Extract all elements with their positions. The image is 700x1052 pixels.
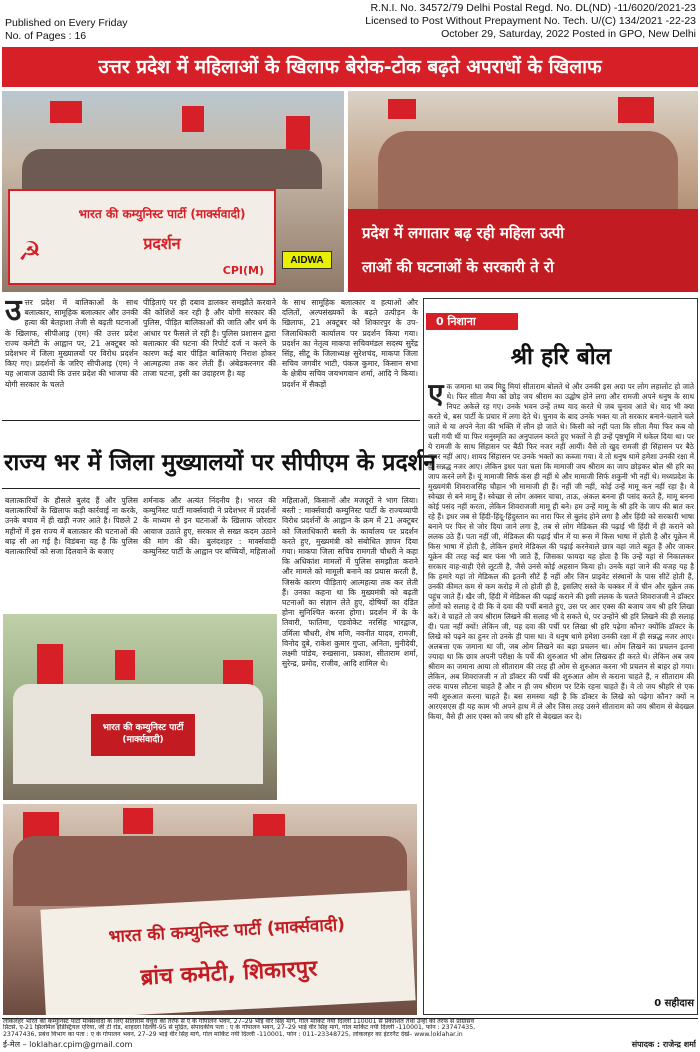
imprint-line-3: 23747436, प्रबंध विभाग का पता : ए के गोपालन भवन, 27–29 भाई वीर सिंह मार्ग, गोल मार्किट नयी दिल्ली -110001, फोन : 011–23348725, लोकलहर का इंटरनैट देखें– www.loklahar.in [3, 1031, 463, 1038]
article1-text-3: के साथ सामूहिक बलात्कार व हत्याओं और दलितों, अल्पसंख्यकों के बढ़ते उत्पीड़न के खिलाफ, 21 अक्टूबर को शिकारपुर के उप-जिलाधिकारी कार्यालय पर प्रदर्शन किया गया। प्रदर्शन का नेतृत्व माकपा सचिवमंडल सदस्य सुरेंद्र सिंह, सीटू के जिलाध्यक्ष सुरेशचंद, माकपा जिला सचिव जगवीर भाटी, पंकज कुमार, किसान सभा के क्षेत्रीय सचिव जयभगवान शर्मा, आदि ने किया। प्रदर्शन में सैकड़ों [282, 298, 418, 389]
demand-banner-cloth [348, 209, 698, 292]
red-flag [182, 106, 204, 132]
top-banner-headline: उत्तर प्रदेश में महिलाओं के खिलाफ बेरोक-टोक बढ़ते अपराधों के खिलाफ [2, 47, 698, 87]
column-title: श्री हरि बोल [510, 344, 612, 370]
hammer-sickle-icon: ☭ [18, 237, 42, 267]
article1-column-1 [5, 298, 138, 416]
red-flag [123, 808, 153, 834]
headline-statewide-protests: राज्य भर में जिला मुख्यालयों पर सीपीएम के प्रदर्शन [4, 450, 437, 476]
article2-column-3 [282, 496, 418, 798]
dropcap: उ [5, 298, 22, 328]
editor-credit: संपादक : राजेन्द्र शर्मा [631, 1040, 696, 1049]
banner-line-2: लाओं की घटनाओं के सरकारी ते रो [362, 258, 554, 276]
article1-text-1: त्तर प्रदेश में बालिकाओं के साथ बलात्कार, सामूहिक बलात्कार और उनकी हत्या की बेतहाशा तेजी से बढ़ती घटनाओं के खिलाफ, सीपीआइ (एम) की उत्तर प्रदेश राज्य कमेटी के आह्वान पर, 21 अक्टूबर को प्रदेशभर में जिला मुख्यालयों पर विरोध प्रदर्शन किए गए। प्रदर्शनों के जरिए सीपीआइ (एम) ने यह आवाज उठायी कि उत्तर प्रदेश की भाजपा की योगी सरकार के चलते [5, 298, 138, 389]
posting-date: October 29, Saturday, 2022 Posted in GPO, New Delhi [441, 28, 696, 40]
divider [2, 420, 420, 421]
protest-photo-2 [348, 91, 698, 292]
published-frequency: Published on Every Friday [5, 17, 128, 29]
party-banner-cloth: भारत की कम्युनिस्ट पार्टी (मार्क्सवादी) [91, 714, 195, 756]
article1-text-2: पीड़िताएं पर ही दबाव डालकर समझौते करवाने की कोशिशें कर रही है और योगी सरकार की पुलिस, पीड़ित बालिकाओं की जाति और धर्म के आधार पर फैसले ले रही है। पुलिस प्रशासन द्वारा बलात्कार की घटना की रिपोर्ट दर्ज न करने के कारण कई बार पीड़ित बालिकाएं निराश होकर आत्महत्या तक कर लेती हैं। अंबेडकरनगर की ताजा घटना, इसी का उदाहरण है। यह [143, 298, 276, 379]
crowd [378, 131, 678, 211]
article2-column-2 [143, 496, 276, 610]
branch-banner-cloth [40, 890, 415, 1015]
page-count: No. of Pages : 16 [5, 30, 87, 42]
banner-line-2: प्रदर्शन [143, 234, 181, 253]
dropcap: ए [428, 382, 444, 410]
column-tag: 0 निशाना [426, 313, 518, 330]
email-line: ई-मेल – loklahar.cpim@gmail.com [3, 1040, 133, 1049]
registration-line-1: R.N.I. No. 34572/79 Delhi Postal Regd. No. DL(ND) -11/6020/2021-23 [370, 2, 696, 14]
red-flag [50, 101, 82, 123]
protest-photo-1 [2, 91, 344, 292]
banner-tag: CPI(M) [222, 264, 264, 277]
banner-line-2: ब्रांच कमेटी, शिकारपुर [140, 956, 318, 991]
red-flag [115, 650, 135, 680]
column-text: क जमाना था जब मिट्ठू मियां सीताराम बोलते थे और उनकी इस अदा पर लोग लहालोट हो जाते थे। फिर सीता मैया को छोड़ जय श्रीराम का उद्घोष होने लगा और रामजी अपने धनुष के साथ निपट अकेले रह गए। उनके भवन उन्हें तथ्य याद करते थे जब चुनाव आते थे। याद भी क्या करते थे, बस पार्टी के प्रचार में लगा देते थे। चुनाव के बाद उनके भक्त या तो सरकार बनाने-चलाने चले जाते थे या अपने नेता की भक्ति में लीन हो जाते थे। किसी को नहीं पता कि सीता मैया फिर कब वो चली गयी थीं या फिर मनुस्मृति का अनुपालन करते हुए भक्तों ने ही उन्हें पृष्ठभूमि में धकेल दिया था। पर ये रामजी के साथ सिंहासन पर बैठी फिर नजर नहीं आयीं। वैसे तो खुद रामजी ही सिंहासन पर बैठे नजर नहीं आए। शायद सिंहासन पर उनके भक्तों का कब्जा गया। वे तो धनुष थामे हमेशा उनकी रक्षा में ही सन्नद्ध नजर आए। लेकिन इधर पता चला कि मामाजी जय श्रीराम का जाप छोड़कर बोल श्री हरि का जाप करने लगे हैं। यूं मामाजी सिर्फ कंस ही नहीं थे और मामाजी सिर्फ शकुनी भी नहीं थे। मध्यप्रदेश के मुख्यमंत्री शिवराजसिंह चौहान भी मामाजी ही हैं। नहीं जी नहीं, कोई उन्हें मामू कन नहीं रहा है। वे स्वेच्छा से बने मामू हैं। स्वेच्छा से लोग अक्सर चाचा, ताऊ, अंकल बनना ही पसंद करते हैं, मामू बनना कोई पसंद नहीं करता, लेकिन शिवराजजी मामू ही बने। हम उन्हें मामू के श्री हरि के जाप की बात कर रहे हैं। इधर जब से हिंदी-हिंदू-हिंदुस्तान का नारा फिर से बुलंद होने लगा है और हिंदी को सरकारी भाषा बनाने पर फिर से जोर दिया जाने लगा है, तब से लोग मेडिकल की पढ़ाई भी हिंदी में ही कराने को ललक उठे हैं। पता नहीं जी, मेडिकल की पढ़ाई चीन में या रूस में किस भाषा में होती है और यूक्रेन में किस भाषा में होती है, लेकिन हमारे मेडिकल की पढ़ाई करनेवाले छात्र वहां जाते बहुत हैं और जाकर यूक्रेन की तरह कई बार फंस भी जाते हैं, जिसका फायदा यह होता है कि उन्हें वहां से निकालकर सरकार वाह-वाही ऐसे लूटती है, जैसे उनसे कोई अहसान किया हो। उनके वहां जाने की वजह यह है कि हमारे यहां तो मेडिकल की इतनी सीटें हैं नहीं और जिन प्राइवेट संस्थानों के पास सीटें होती हैं, उनकी कीमत कम से कम करोड़ में तो होती ही है, इसलिए सस्ते के चक्कर में वे चीन और यूक्रेन तक पहुंच जाते हैं। खैर जी, हिंदी में मेडिकल की पढ़ाई कराने की इसी ललक के चलते शिवराजजी ने डॉक्टर लोगों को सलाह दे दी कि वे दवा की पर्ची बनाते हुए, उस पर आर एक्स की बजाय जय श्री हरि लिखा करें। वे चाहते तो जय श्रीराम लिखने की सलाह भी दे सकते थे, पर उन्होंने श्री हरि लिखने की ही सलाह दी। पता नहीं क्यों! लेकिन जी, यह दवा की पर्ची पर लिखा श्री हरि पढ़ेगा कौन? क्योंकि डॉक्टर के लिखे को पढ़ने का हुनर तो उनके ही पास था। वे धनुष थामे हमेशा उनकी रक्षा में ही सन्नद्ध नजर आए। अलबत्ता एक जमाना था जी, जब ओम लिखने का बड़ा प्रचलन था। ओम लिखने का प्रचलन इतना ज्यादा था कि छात्र अपनी परीक्षा के पर्चे की शुरुआत भी ओम लिखकर ही करते थे। लेकिन अब जय श्रीराम का जमाना आया तो सीताराम की तरह ही ओम से शुरुआत करना भी प्रचलन से बाहर हो गया। लेकिन, अब शिवराजजी न तो डॉक्टर की पर्ची की शुरुआत ओम से कराना चाहते हैं, न सीताराम की तरफ वापस लौटना चाहते हैं और न ही जय श्रीराम पर टिके रहना चाहते हैं। वे तो जय श्रीहरि से एक नयी शुरुआत करना चाहते हैं। बस समस्या यही है कि डॉक्टर के लिखे को पढ़ेगा कौन? क्यों न आरएसएस ही यह काम भी अपने हाथ में ले और जिस तरह उसने सीताराम को जय श्रीराम से बेदखल किया, वैसे ही आर एक्स को जय श्री हरि से बेदखल कर दे। [428, 382, 694, 721]
red-flag [618, 97, 654, 123]
banner-line-1: भारत की कम्युनिस्ट पार्टी (मार्क्सवादी) [108, 914, 346, 948]
divider [2, 488, 420, 489]
aidwa-placard: AIDWA [282, 251, 332, 269]
article1-column-2 [143, 298, 276, 416]
registration-line-2: Licensed to Post Without Prepayment No. Tech. U/(C) 134/2021 -22-23 [365, 15, 696, 27]
red-flag [286, 116, 310, 150]
protest-photo-3 [3, 614, 277, 800]
party-banner-cloth [8, 189, 276, 285]
article2-column-1 [5, 496, 138, 610]
column-byline: 0 सहीदास [654, 998, 694, 1009]
crowd [22, 149, 322, 189]
red-flag [37, 644, 63, 684]
article2-text-2: शर्मनाक और अत्यंत निंदनीय है। भारत की कम्युनिस्ट पार्टी मार्क्सवादी ने प्रदेशभर में प्रदर्शनों के माध्यम से इन घटनाओं के खिलाफ जोरदार आवाज उठाते हुए, सरकार से सख्त कदम उठाने की मांग की की। बुलंदशहर : मार्क्सवादी कम्युनिस्ट पार्टी के आह्वान पर बच्चियों, महिलाओं [143, 496, 276, 557]
article1-column-3 [282, 298, 418, 416]
imprint-line-1: लोकलहर भारत की कम्युनिस्ट पार्टी मार्क्सवादी के लिए सीताराम येचुरी की तरफ से ए के गोपालन भवन, 27–29 भाई वीर सिंह मार्ग, गोल मार्किट नयी दिल्ली 110001 से प्रकाशित तथा उन्हीं की तरफ से प्रोग्रेसिव [3, 1018, 475, 1025]
column-body [428, 382, 694, 988]
article2-text-1: बलात्कारियों के हौसले बुलंद हैं और पुलिस बलात्कारियों के खिलाफ कड़ी कार्रवाई ना करके, उनके बचाव में ही खड़ी नजर आते है। पिछले 2 महीनों में इस राज्य में बलात्कार की घटनाओं की बाढ़ सी आ गई है। विडंबना यह है कि पुलिस बलात्कारियों को सजा दिलवाने के बजाए [5, 496, 138, 557]
banner-line-1: भारत की कम्युनिस्ट पार्टी (मार्क्सवादी) [78, 207, 246, 221]
imprint-line-2: प्रिंटर्स, ए-21 झिलमिल इंडिस्ट्रियल एरिया, जी टी रोड, शाहदरा दिल्ली-95 से मुद्रित, संपादकीय पता : ए के गोपालन भवन, 27–29 भाई वीर सिंह मार्ग, गोल मार्किट नयी दिल्ली -110001, फोन : 23747435, [3, 1024, 476, 1031]
banner-line-1: प्रदेश में लगातार बढ़ रही महिला उत्पी [362, 224, 565, 242]
red-flag [388, 99, 416, 119]
article2-text-3: महिलाओं, किसानों और मजदूरों ने भाग लिया। बस्ती : मार्क्सवादी कम्युनिस्ट पार्टी के राज्यव्यापी विरोध प्रदर्शनों के आह्वान के क्रम में 21 अक्टूबर को जिलाधिकारी बस्ती के कार्यालय पर प्रदर्शन करते हुए, मुख्यमंत्री को संबोधित ज्ञापन दिया गया। माकपा जिला सचिव रामगती चौधरी ने कहा कि अधिकांश मामलों में पुलिस समझौता कराने और मामले को मामूली बनाने का प्रयास करती है, जिसके कारण पीड़िताएं आत्महत्या तक कर लेती हैं। उनका कहना था कि मुख्यमंत्री को बढ़ती घटनाओं का संज्ञान लेते हुए, दोषियों का दंडित होना सुनिश्चित करना होगा। प्रदर्शन में के के तिवारी, फातिमा, एडवोकेट नरसिंह भारद्वाज, उर्मिला चौधरी, शेष मणि, नवनीत यादव, रामजी, विनोद दुबे, राकेश कुमार गुप्ता, अनिता, मुनीदेवी, लक्ष्मी पांडेय, रुखसाना, प्रकाश, सीताराम शर्मा, सुरेन्द्र, प्रमोद, राजीव, आदि शामिल थे। [282, 496, 418, 669]
protest-photo-4 [3, 804, 417, 1015]
